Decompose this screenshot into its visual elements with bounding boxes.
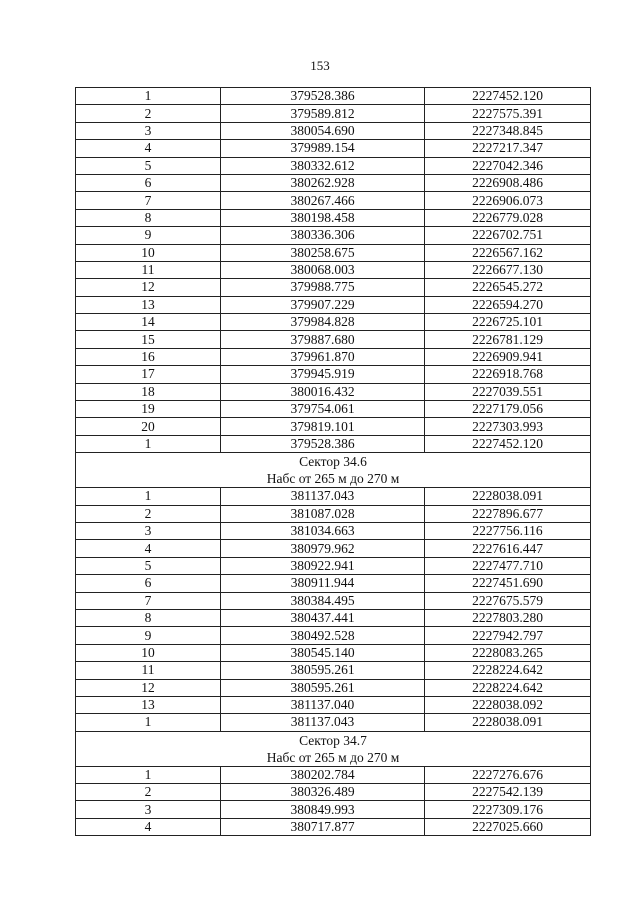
point-number-cell: 12 — [76, 279, 221, 296]
x-coordinate-cell: 380202.784 — [221, 766, 425, 783]
x-coordinate-cell: 380437.441 — [221, 609, 425, 626]
point-number-cell: 1 — [76, 88, 221, 105]
point-number-cell: 13 — [76, 296, 221, 313]
point-number-cell: 14 — [76, 314, 221, 331]
y-coordinate-cell: 2226918.768 — [425, 366, 591, 383]
y-coordinate-cell: 2227756.116 — [425, 522, 591, 539]
table-row — [76, 662, 591, 679]
y-coordinate-cell: 2227452.120 — [425, 435, 591, 452]
point-number-cell: 6 — [76, 174, 221, 191]
point-number-cell: 11 — [76, 261, 221, 278]
y-coordinate-cell: 2226725.101 — [425, 314, 591, 331]
table-row — [76, 801, 591, 818]
y-coordinate-cell: 2227276.676 — [425, 766, 591, 783]
y-coordinate-cell: 2226909.941 — [425, 348, 591, 365]
point-number-cell: 13 — [76, 696, 221, 713]
coordinates-table — [75, 87, 591, 836]
table-row — [76, 540, 591, 557]
point-number-cell: 1 — [76, 714, 221, 731]
table-row — [76, 174, 591, 191]
point-number-cell: 8 — [76, 609, 221, 626]
y-coordinate-cell: 2226545.272 — [425, 279, 591, 296]
table-row — [76, 157, 591, 174]
x-coordinate-cell: 380258.675 — [221, 244, 425, 261]
table-row — [76, 401, 591, 418]
x-coordinate-cell: 380267.466 — [221, 192, 425, 209]
x-coordinate-cell: 379819.101 — [221, 418, 425, 435]
y-coordinate-cell: 2227616.447 — [425, 540, 591, 557]
table-row — [76, 122, 591, 139]
point-number-cell: 18 — [76, 383, 221, 400]
x-coordinate-cell: 380492.528 — [221, 627, 425, 644]
x-coordinate-cell: 380016.432 — [221, 383, 425, 400]
x-coordinate-cell: 381137.043 — [221, 488, 425, 505]
sector-title: Сектор 34.6 — [299, 454, 367, 470]
point-number-cell: 5 — [76, 157, 221, 174]
y-coordinate-cell: 2228038.091 — [425, 488, 591, 505]
y-coordinate-cell: 2227179.056 — [425, 401, 591, 418]
x-coordinate-cell: 381034.663 — [221, 522, 425, 539]
y-coordinate-cell: 2227803.280 — [425, 609, 591, 626]
point-number-cell: 4 — [76, 540, 221, 557]
y-coordinate-cell: 2227025.660 — [425, 818, 591, 835]
x-coordinate-cell: 380262.928 — [221, 174, 425, 191]
table-row — [76, 575, 591, 592]
y-coordinate-cell: 2227542.139 — [425, 784, 591, 801]
x-coordinate-cell: 380595.261 — [221, 662, 425, 679]
coordinates-table-body — [76, 88, 591, 836]
x-coordinate-cell: 380198.458 — [221, 209, 425, 226]
y-coordinate-cell: 2226702.751 — [425, 227, 591, 244]
point-number-cell: 7 — [76, 192, 221, 209]
point-number-cell: 3 — [76, 801, 221, 818]
y-coordinate-cell: 2226779.028 — [425, 209, 591, 226]
point-number-cell: 20 — [76, 418, 221, 435]
x-coordinate-cell: 380717.877 — [221, 818, 425, 835]
table-row — [76, 418, 591, 435]
x-coordinate-cell: 379988.775 — [221, 279, 425, 296]
table-row — [76, 714, 591, 731]
y-coordinate-cell: 2228224.642 — [425, 679, 591, 696]
point-number-cell: 16 — [76, 348, 221, 365]
x-coordinate-cell: 379528.386 — [221, 88, 425, 105]
x-coordinate-cell: 381137.043 — [221, 714, 425, 731]
point-number-cell: 2 — [76, 105, 221, 122]
x-coordinate-cell: 379984.828 — [221, 314, 425, 331]
x-coordinate-cell: 381137.040 — [221, 696, 425, 713]
point-number-cell: 9 — [76, 627, 221, 644]
sector-header — [76, 453, 591, 488]
point-number-cell: 9 — [76, 227, 221, 244]
y-coordinate-cell: 2228224.642 — [425, 662, 591, 679]
point-number-cell: 1 — [76, 766, 221, 783]
point-number-cell: 11 — [76, 662, 221, 679]
point-number-cell: 15 — [76, 331, 221, 348]
table-row — [76, 227, 591, 244]
table-row — [76, 366, 591, 383]
table-row — [76, 105, 591, 122]
x-coordinate-cell: 379528.386 — [221, 435, 425, 452]
x-coordinate-cell: 380979.962 — [221, 540, 425, 557]
y-coordinate-cell: 2227675.579 — [425, 592, 591, 609]
x-coordinate-cell: 379907.229 — [221, 296, 425, 313]
y-coordinate-cell: 2227942.797 — [425, 627, 591, 644]
table-row — [76, 383, 591, 400]
table-row — [76, 766, 591, 783]
table-row — [76, 209, 591, 226]
table-row — [76, 679, 591, 696]
sector-header-row — [76, 453, 591, 488]
x-coordinate-cell: 380849.993 — [221, 801, 425, 818]
table-row — [76, 348, 591, 365]
y-coordinate-cell: 2227477.710 — [425, 557, 591, 574]
point-number-cell: 10 — [76, 244, 221, 261]
x-coordinate-cell: 379961.870 — [221, 348, 425, 365]
point-number-cell: 2 — [76, 505, 221, 522]
y-coordinate-cell: 2228038.092 — [425, 696, 591, 713]
x-coordinate-cell: 380545.140 — [221, 644, 425, 661]
point-number-cell: 4 — [76, 140, 221, 157]
y-coordinate-cell: 2226594.270 — [425, 296, 591, 313]
x-coordinate-cell: 380054.690 — [221, 122, 425, 139]
table-row — [76, 296, 591, 313]
table-row — [76, 627, 591, 644]
y-coordinate-cell: 2227042.346 — [425, 157, 591, 174]
point-number-cell: 1 — [76, 435, 221, 452]
x-coordinate-cell: 380332.612 — [221, 157, 425, 174]
page-number: 153 — [310, 58, 330, 73]
y-coordinate-cell: 2226781.129 — [425, 331, 591, 348]
table-row — [76, 557, 591, 574]
y-coordinate-cell: 2226677.130 — [425, 261, 591, 278]
y-coordinate-cell: 2227303.993 — [425, 418, 591, 435]
point-number-cell: 5 — [76, 557, 221, 574]
table-row — [76, 261, 591, 278]
y-coordinate-cell: 2227896.677 — [425, 505, 591, 522]
point-number-cell: 2 — [76, 784, 221, 801]
table-row — [76, 488, 591, 505]
table-row — [76, 609, 591, 626]
table-row — [76, 435, 591, 452]
x-coordinate-cell: 380384.495 — [221, 592, 425, 609]
y-coordinate-cell: 2227575.391 — [425, 105, 591, 122]
point-number-cell: 19 — [76, 401, 221, 418]
x-coordinate-cell: 379589.812 — [221, 105, 425, 122]
x-coordinate-cell: 379945.919 — [221, 366, 425, 383]
y-coordinate-cell: 2227039.551 — [425, 383, 591, 400]
y-coordinate-cell: 2226908.486 — [425, 174, 591, 191]
x-coordinate-cell: 380336.306 — [221, 227, 425, 244]
y-coordinate-cell: 2227452.120 — [425, 88, 591, 105]
point-number-cell: 7 — [76, 592, 221, 609]
y-coordinate-cell: 2228083.265 — [425, 644, 591, 661]
point-number-cell: 3 — [76, 122, 221, 139]
y-coordinate-cell: 2227348.845 — [425, 122, 591, 139]
table-row — [76, 279, 591, 296]
y-coordinate-cell: 2226567.162 — [425, 244, 591, 261]
point-number-cell: 4 — [76, 818, 221, 835]
sector-header-row — [76, 731, 591, 766]
table-row — [76, 784, 591, 801]
point-number-cell: 6 — [76, 575, 221, 592]
x-coordinate-cell: 380595.261 — [221, 679, 425, 696]
table-row — [76, 592, 591, 609]
point-number-cell: 8 — [76, 209, 221, 226]
table-row — [76, 192, 591, 209]
point-number-cell: 1 — [76, 488, 221, 505]
table-row — [76, 331, 591, 348]
sector-height-range: Набс от 265 м до 270 м — [266, 749, 400, 765]
x-coordinate-cell: 380922.941 — [221, 557, 425, 574]
table-row — [76, 314, 591, 331]
x-coordinate-cell: 381087.028 — [221, 505, 425, 522]
point-number-cell: 17 — [76, 366, 221, 383]
y-coordinate-cell: 2227451.690 — [425, 575, 591, 592]
x-coordinate-cell: 379754.061 — [221, 401, 425, 418]
x-coordinate-cell: 380326.489 — [221, 784, 425, 801]
x-coordinate-cell: 379887.680 — [221, 331, 425, 348]
table-row — [76, 522, 591, 539]
table-row — [76, 140, 591, 157]
x-coordinate-cell: 380911.944 — [221, 575, 425, 592]
x-coordinate-cell: 380068.003 — [221, 261, 425, 278]
y-coordinate-cell: 2227217.347 — [425, 140, 591, 157]
sector-title: Сектор 34.7 — [299, 732, 367, 748]
table-row — [76, 696, 591, 713]
table-row — [76, 818, 591, 835]
point-number-cell: 3 — [76, 522, 221, 539]
point-number-cell: 12 — [76, 679, 221, 696]
x-coordinate-cell: 379989.154 — [221, 140, 425, 157]
table-row — [76, 644, 591, 661]
table-row — [76, 505, 591, 522]
y-coordinate-cell: 2226906.073 — [425, 192, 591, 209]
sector-header — [76, 731, 591, 766]
sector-height-range: Набс от 265 м до 270 м — [266, 471, 400, 487]
table-row — [76, 88, 591, 105]
y-coordinate-cell: 2227309.176 — [425, 801, 591, 818]
y-coordinate-cell: 2228038.091 — [425, 714, 591, 731]
table-row — [76, 244, 591, 261]
point-number-cell: 10 — [76, 644, 221, 661]
